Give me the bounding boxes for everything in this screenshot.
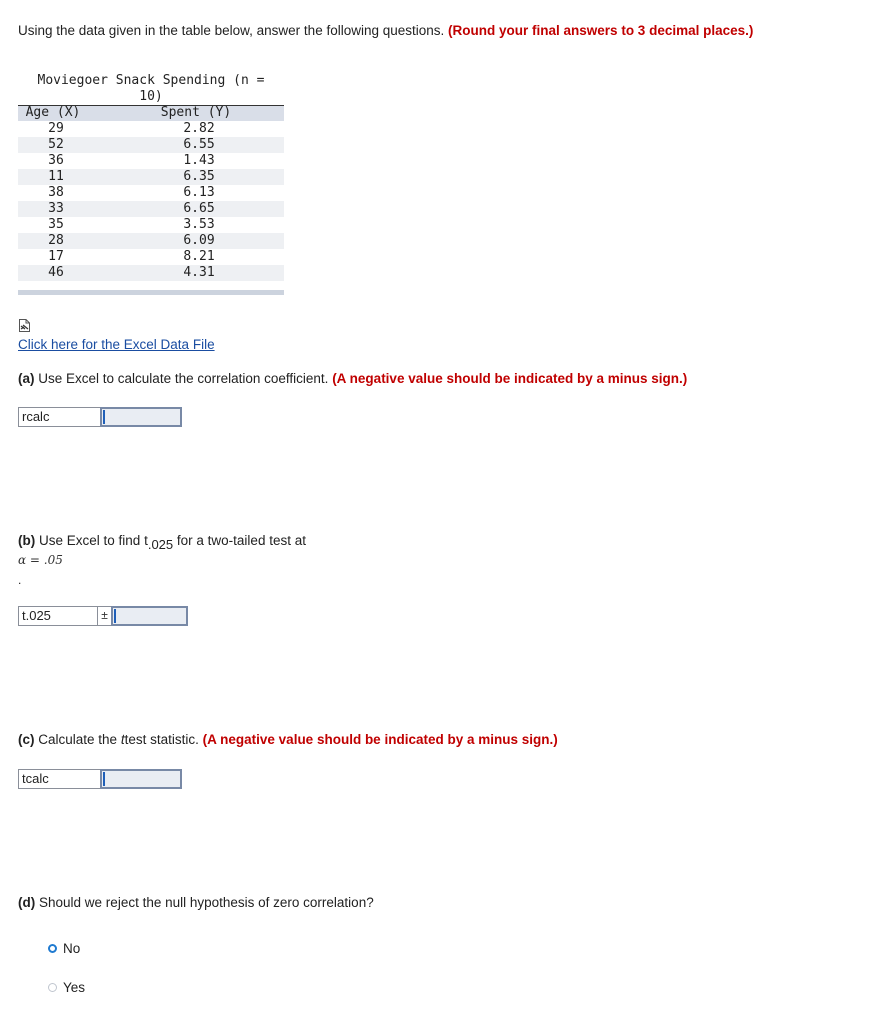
period: . <box>18 573 22 587</box>
table-row <box>18 185 284 201</box>
cell-spent: 4.31 <box>183 265 215 280</box>
t025-box <box>111 606 188 626</box>
rcalc-row <box>18 407 182 427</box>
cell-age: 38 <box>48 185 64 200</box>
tcalc-box <box>100 769 182 789</box>
table-row <box>18 217 284 233</box>
file-icon[interactable] <box>18 319 31 332</box>
table-body <box>18 121 284 281</box>
table-footer-bar <box>18 290 284 295</box>
cell-age: 33 <box>48 201 64 216</box>
table-row <box>18 249 284 265</box>
question-b: (b) Use Excel to find $t_{.025}$ for a two-tailed test at <box>18 533 306 552</box>
cell-age: 35 <box>48 217 64 232</box>
cell-age: 46 <box>48 265 64 280</box>
plus-minus-icon: ± <box>97 606 111 626</box>
table-row <box>18 153 284 169</box>
cell-spent: 6.13 <box>183 185 215 200</box>
cell-age: 17 <box>48 249 64 264</box>
col-header-spent: Spent (Y) <box>160 105 232 120</box>
radio-yes[interactable]: Yes <box>48 980 85 995</box>
table-row <box>18 121 284 137</box>
rcalc-input[interactable] <box>102 409 180 425</box>
cell-spent: 6.09 <box>183 233 215 248</box>
question-a: (a) Use Excel to calculate the correlation coefficient. (A negative value should be indicated by a minus sign.) <box>18 371 688 386</box>
t025-row <box>18 606 188 626</box>
tcalc-input[interactable] <box>102 771 180 787</box>
table-header <box>18 105 284 121</box>
rcalc-label: rcalc <box>18 407 100 427</box>
question-d: (d) Should we reject the null hypothesis of zero correlation? <box>18 895 374 910</box>
alpha-value: α = .05 <box>18 553 63 567</box>
data-table <box>18 72 284 295</box>
tcalc-row <box>18 769 182 789</box>
tcalc-label: tcalc <box>18 769 100 789</box>
cell-age: 29 <box>48 121 64 136</box>
cell-age: 52 <box>48 137 64 152</box>
radio-no-button[interactable] <box>48 944 57 953</box>
cell-spent: 3.53 <box>183 217 215 232</box>
rcalc-box <box>100 407 182 427</box>
col-header-age: Age (X) <box>25 105 81 120</box>
cell-spent: 8.21 <box>183 249 215 264</box>
radio-no[interactable]: No <box>48 941 80 956</box>
table-row <box>18 233 284 249</box>
instructions: Using the data given in the table below, answer the following questions. (Round your final answers to 3 decimal places.) <box>18 23 754 38</box>
table-row <box>18 201 284 217</box>
table-row <box>18 137 284 153</box>
table-row <box>18 169 284 185</box>
cell-spent: 1.43 <box>183 153 215 168</box>
radio-yes-button[interactable] <box>48 983 57 992</box>
question-c: (c) Calculate the ttest statistic. (A negative value should be indicated by a minus sign.) <box>18 732 558 747</box>
t025-input[interactable] <box>113 608 186 624</box>
t025-label: t.025 <box>18 606 97 626</box>
cell-age: 36 <box>48 153 64 168</box>
cell-spent: 2.82 <box>183 121 215 136</box>
table-caption: Moviegoer Snack Spending (n = 10) <box>37 73 265 104</box>
cell-spent: 6.55 <box>183 137 215 152</box>
table-row <box>18 265 284 281</box>
cell-spent: 6.35 <box>183 169 215 184</box>
cell-age: 28 <box>48 233 64 248</box>
cell-age: 11 <box>48 169 64 184</box>
cell-spent: 6.65 <box>183 201 215 216</box>
excel-data-link[interactable]: Click here for the Excel Data File <box>18 337 215 352</box>
